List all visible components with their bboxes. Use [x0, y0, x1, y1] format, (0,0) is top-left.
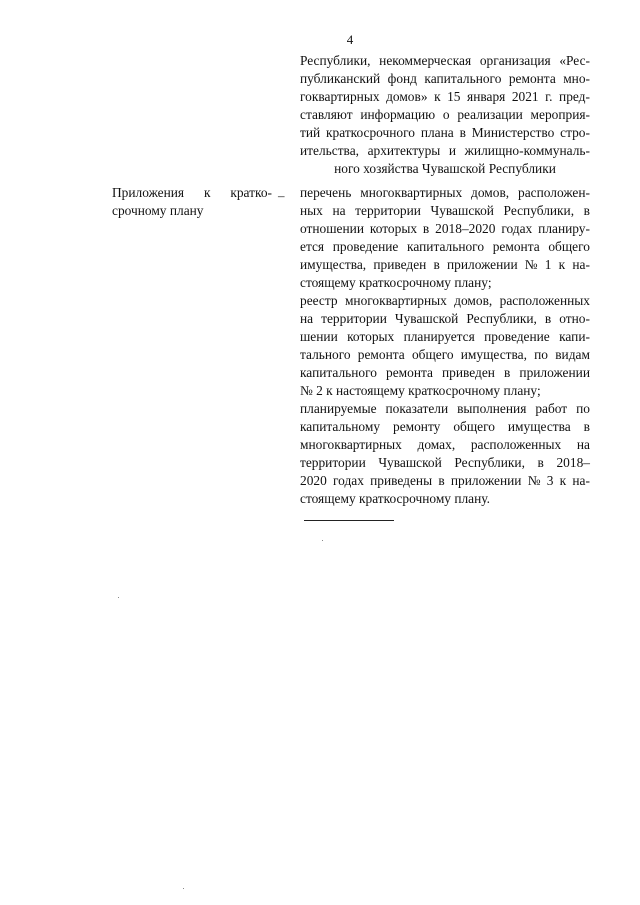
- paragraph-line: тального ремонта общего имущества, по видам: [300, 347, 590, 362]
- paragraph-line: ставляют информацию о реализации мероприя-: [300, 107, 590, 122]
- page-number: 4: [346, 32, 354, 47]
- paragraph-line: многоквартирных домах, расположенных на: [300, 437, 590, 452]
- list-dash: –: [278, 188, 285, 203]
- scan-speck: [322, 540, 323, 541]
- paragraph-line: ется проведение капитального ремонта общего: [300, 239, 590, 254]
- paragraph-line: № 2 к настоящему краткосрочному плану;: [300, 383, 541, 398]
- scan-speck: [183, 888, 184, 889]
- label-line: срочному плану: [112, 203, 204, 218]
- paragraph-line: Республики, некоммерческая организация «Рес-: [300, 53, 590, 68]
- paragraph-line: стоящему краткосрочному плану.: [300, 491, 490, 506]
- paragraph-line: ительства, архитектуры и жилищно-коммуналь-: [300, 143, 590, 158]
- paragraph-line: планируемые показатели выполнения работ по: [300, 401, 590, 416]
- paragraph-line: имущества, приведен в приложении № 1 к на-: [300, 257, 590, 272]
- paragraph-line: на территории Чувашской Республики, в отно-: [300, 311, 590, 326]
- paragraph-line: ных на территории Чувашской Республики, в: [300, 203, 590, 218]
- label-line: Приложения к кратко-: [112, 185, 272, 200]
- paragraph-line: публиканский фонд капитального ремонта мно-: [300, 71, 590, 86]
- separator-rule: [304, 520, 394, 521]
- paragraph-line: стоящему краткосрочному плану;: [300, 275, 492, 290]
- paragraph-line: территории Чувашской Республики, в 2018–: [300, 455, 590, 470]
- paragraph-line: перечень многоквартирных домов, расположен-: [300, 185, 590, 200]
- paragraph-line: гоквартирных домов» к 15 января 2021 г. пред-: [300, 89, 590, 104]
- paragraph-line: ного хозяйства Чувашской Республики: [334, 161, 556, 176]
- paragraph-line: тий краткосрочного плана в Министерство стро-: [300, 125, 590, 140]
- paragraph-line: реестр многоквартирных домов, расположенных: [300, 293, 590, 308]
- paragraph-line: шении которых планируется проведение капи-: [300, 329, 590, 344]
- paragraph-line: отношении которых в 2018–2020 годах планиру-: [300, 221, 590, 236]
- paragraph-line: 2020 годах приведены в приложении № 3 к на-: [300, 473, 590, 488]
- paragraph-line: капитальному ремонту общего имущества в: [300, 419, 590, 434]
- paragraph-line: капитального ремонта приведен в приложении: [300, 365, 590, 380]
- scan-speck: [118, 597, 119, 598]
